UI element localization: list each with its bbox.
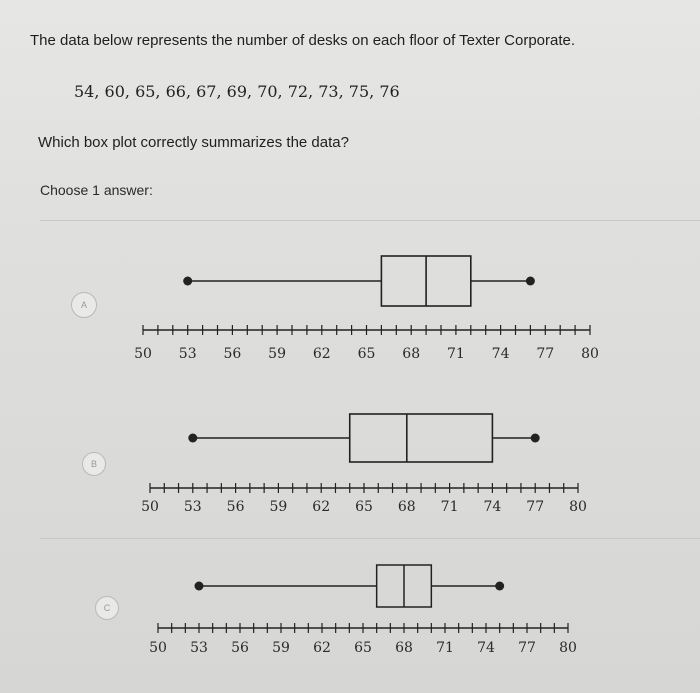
tick-label-b: 53 [183, 499, 202, 515]
tick-label-c: 80 [559, 640, 577, 656]
tick-label-b: 65 [355, 499, 373, 515]
tick-label-a: 80 [581, 346, 599, 362]
tick-label-a: 50 [134, 346, 152, 362]
tick-label-c: 71 [436, 640, 454, 656]
tick-label-b: 80 [569, 499, 587, 515]
tick-label-a: 53 [178, 346, 197, 362]
tick-label-b: 62 [312, 499, 331, 515]
tick-label-c: 56 [231, 640, 249, 656]
tick-label-a: 56 [223, 346, 242, 362]
choice-c-letter: C [103, 603, 111, 613]
max-point-a [526, 277, 535, 286]
tick-label-c: 62 [313, 640, 331, 656]
tick-label-a: 71 [446, 346, 465, 362]
choice-b-letter: B [90, 459, 97, 469]
tick-label-a: 59 [268, 346, 287, 362]
problem-statement: The data below represents the number of desks on each floor of Texter Corporate. [30, 32, 576, 49]
max-point-c [495, 582, 504, 591]
box-b [350, 414, 493, 462]
tick-label-c: 53 [190, 640, 208, 656]
tick-label-a: 68 [402, 346, 421, 362]
tick-label-b: 59 [269, 499, 288, 515]
tick-label-c: 77 [518, 640, 536, 656]
tick-label-a: 74 [491, 346, 510, 362]
tick-label-b: 74 [483, 499, 502, 515]
data-values: 54, 60, 65, 66, 67, 69, 70, 72, 73, 75, 76 [74, 82, 400, 101]
min-point-c [195, 582, 204, 591]
tick-label-c: 74 [477, 640, 495, 656]
min-point-b [188, 434, 197, 443]
max-point-b [531, 434, 540, 443]
tick-label-c: 68 [395, 640, 413, 656]
tick-label-a: 65 [357, 346, 376, 362]
choose-instruction: Choose 1 answer: [40, 182, 153, 198]
tick-label-b: 77 [526, 499, 545, 515]
tick-label-c: 65 [354, 640, 372, 656]
tick-label-b: 50 [141, 499, 159, 515]
tick-label-b: 71 [440, 499, 459, 515]
tick-label-a: 77 [536, 346, 555, 362]
tick-label-b: 56 [226, 499, 245, 515]
question-text: Which box plot correctly summarizes the data? [38, 134, 349, 151]
tick-label-b: 68 [397, 499, 416, 515]
tick-label-c: 50 [149, 640, 167, 656]
min-point-a [183, 277, 192, 286]
tick-label-a: 62 [312, 346, 331, 362]
choice-a-letter: A [80, 300, 87, 310]
tick-label-c: 59 [272, 640, 290, 656]
